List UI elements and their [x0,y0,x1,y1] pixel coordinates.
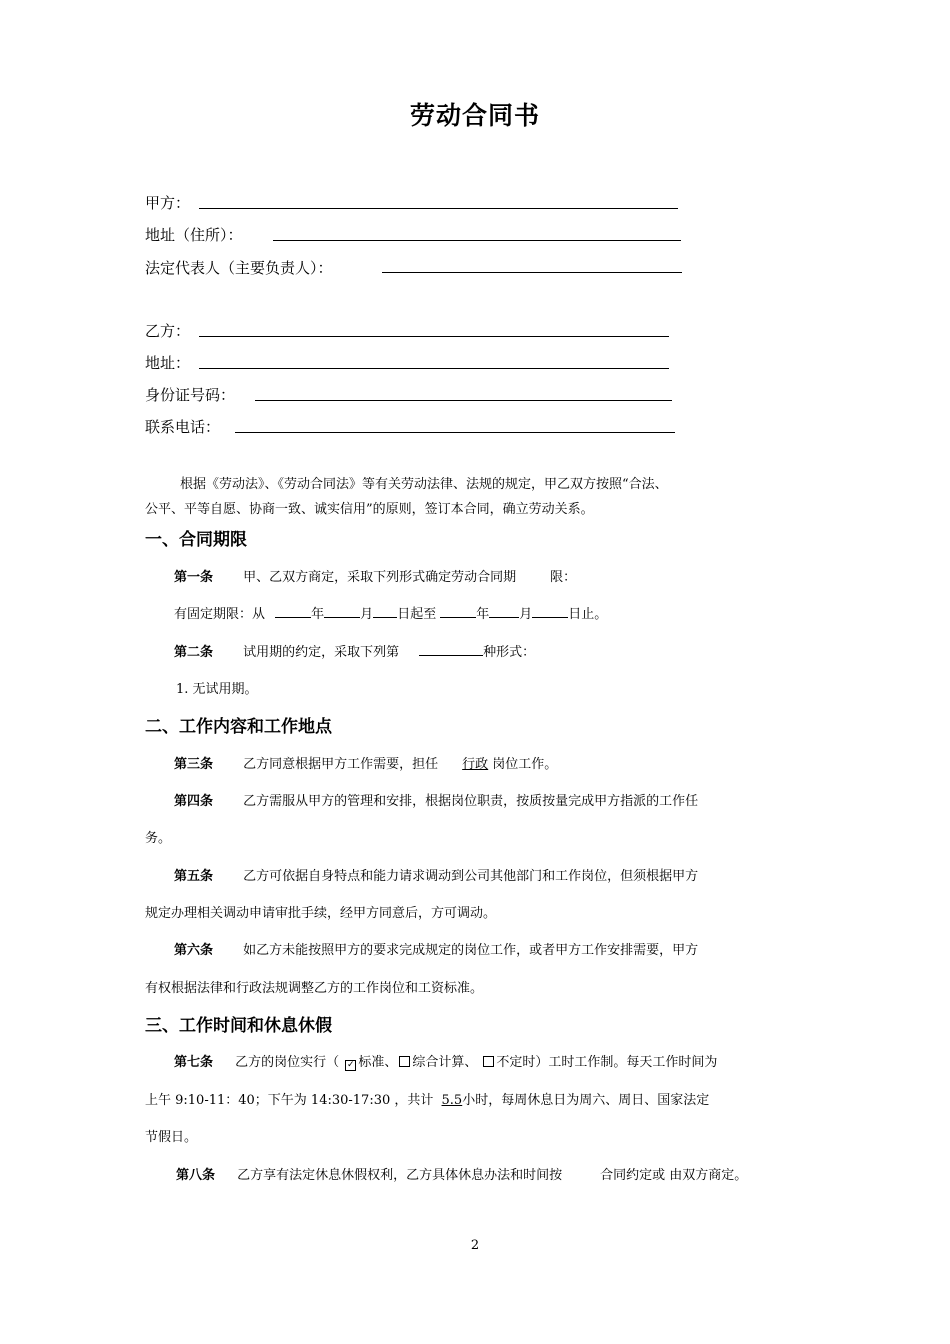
article-1-label: 第一条 [174,570,214,585]
article-2-label: 第二条 [174,645,214,660]
party-a-label: 甲方： [145,194,191,212]
article-3 [174,750,557,780]
article-2 [174,638,535,668]
article-7-text: 乙方的岗位实行（ [235,1055,340,1070]
standard-hours-checkbox[interactable]: ✓ [347,1060,355,1070]
section-2-heading: 二、工作内容和工作地点 [145,717,332,737]
article-7-line-2 [145,1086,709,1116]
article-5 [174,862,698,892]
party-a-address-field[interactable] [273,240,681,241]
party-b-field[interactable] [199,336,669,337]
end-day-blank[interactable] [532,605,568,618]
article-7 [174,1048,717,1078]
article-2-text: 试用期的约定，采取下列第 [243,645,400,660]
work-time-text-end: 小时，每周休息日为周六、周日、国家法定 [462,1093,710,1108]
standard-hours-label: 标准、 [358,1055,398,1070]
article-3-text-end: 岗位工作。 [492,757,558,772]
comprehensive-hours-label: 综合计算、 [412,1055,478,1070]
party-a-field[interactable] [199,208,678,209]
intro-line-1: 根据《劳动法》、《劳动合同法》等有关劳动法律、法规的规定，甲乙双方按照“合法、 [180,477,668,492]
page-number: 2 [470,1238,480,1253]
party-a-address-label: 地址（住所）： [145,226,243,244]
article-2-option-1: 1. 无试用期。 [176,682,258,697]
party-b-phone-label: 联系电话： [145,418,221,436]
article-6-line-2: 有权根据法律和行政法规调整乙方的工作岗位和工资标准。 [145,981,484,996]
month-label: 月 [360,607,374,622]
article-6-label: 第六条 [174,943,214,958]
article-5-line-1: 乙方可依据自身特点和能力请求调动到公司其他部门和工作岗位，但须根据甲方 [243,869,699,884]
party-a-rep-field[interactable] [382,272,682,273]
party-b-address-label: 地址： [145,354,191,372]
party-a-rep-label: 法定代表人（主要负责人）： [145,259,333,277]
start-year-blank[interactable] [275,605,311,618]
section-3-heading: 三、工作时间和休息休假 [145,1016,332,1036]
party-b-id-field[interactable] [255,400,672,401]
year-label: 年 [311,607,325,622]
party-b-id-label: 身份证号码： [145,386,236,404]
start-day-blank[interactable] [373,605,397,618]
section-1-heading: 一、合同期限 [145,530,247,550]
comprehensive-hours-checkbox[interactable] [399,1056,410,1067]
article-4-line-2: 务。 [145,831,172,846]
article-6 [174,936,698,966]
article-6-line-1: 如乙方未能按照甲方的要求完成规定的岗位工作，或者甲方工作安排需要，甲方 [243,943,699,958]
article-8-text-end: 合同约定或 由双方商定。 [600,1168,748,1183]
article-2-text-end: 种形式： [483,645,536,660]
start-month-blank[interactable] [324,605,360,618]
document-title: 劳动合同书 [409,101,540,130]
article-4 [174,787,698,817]
article-1 [174,563,576,593]
article-7-line-3: 节假日。 [145,1130,198,1145]
fixed-term-prefix: 有固定期限：从 [174,607,266,622]
probation-choice-blank[interactable] [419,643,483,656]
article-8-text: 乙方享有法定休息休假权利，乙方具体休息办法和时间按 [237,1168,563,1183]
article-4-line-1: 乙方需服从甲方的管理和安排，根据岗位职责，按质按量完成甲方指派的工作任 [243,794,699,809]
intro-line-2: 公平、平等自愿、协商一致、诚实信用”的原则，签订本合同，确立劳动关系。 [145,502,594,517]
daily-hours-value: 5.5 [441,1093,463,1108]
year2-label: 年 [476,607,490,622]
party-b-label: 乙方： [145,322,191,340]
day-to-label: 日止。 [568,607,608,622]
article-8-label: 第八条 [176,1168,216,1183]
work-time-text: 上午 9:10-11：40；下午为 14:30-17:30 ，共计 [145,1093,434,1108]
article-3-label: 第三条 [174,757,214,772]
article-4-label: 第四条 [174,794,214,809]
article-5-label: 第五条 [174,869,214,884]
day-from-label: 日起至 [397,607,437,622]
flexible-hours-label: 不定时）工时工作制。每天工作时间为 [496,1055,718,1070]
party-b-phone-field[interactable] [235,432,675,433]
article-1-text-end: 限： [550,570,577,585]
article-3-position: 行政 [462,757,489,772]
flexible-hours-checkbox[interactable] [483,1056,494,1067]
party-b-address-field[interactable] [199,368,669,369]
article-5-line-2: 规定办理相关调动申请审批手续，经甲方同意后，方可调动。 [145,906,497,921]
month2-label: 月 [519,607,533,622]
article-7-label: 第七条 [174,1055,214,1070]
end-year-blank[interactable] [440,605,476,618]
article-3-text: 乙方同意根据甲方工作需要，担任 [243,757,439,772]
article-1-text: 甲、乙双方商定，采取下列形式确定劳动合同期 [243,570,517,585]
article-8 [176,1161,747,1191]
fixed-term-line [174,600,607,630]
end-month-blank[interactable] [489,605,519,618]
